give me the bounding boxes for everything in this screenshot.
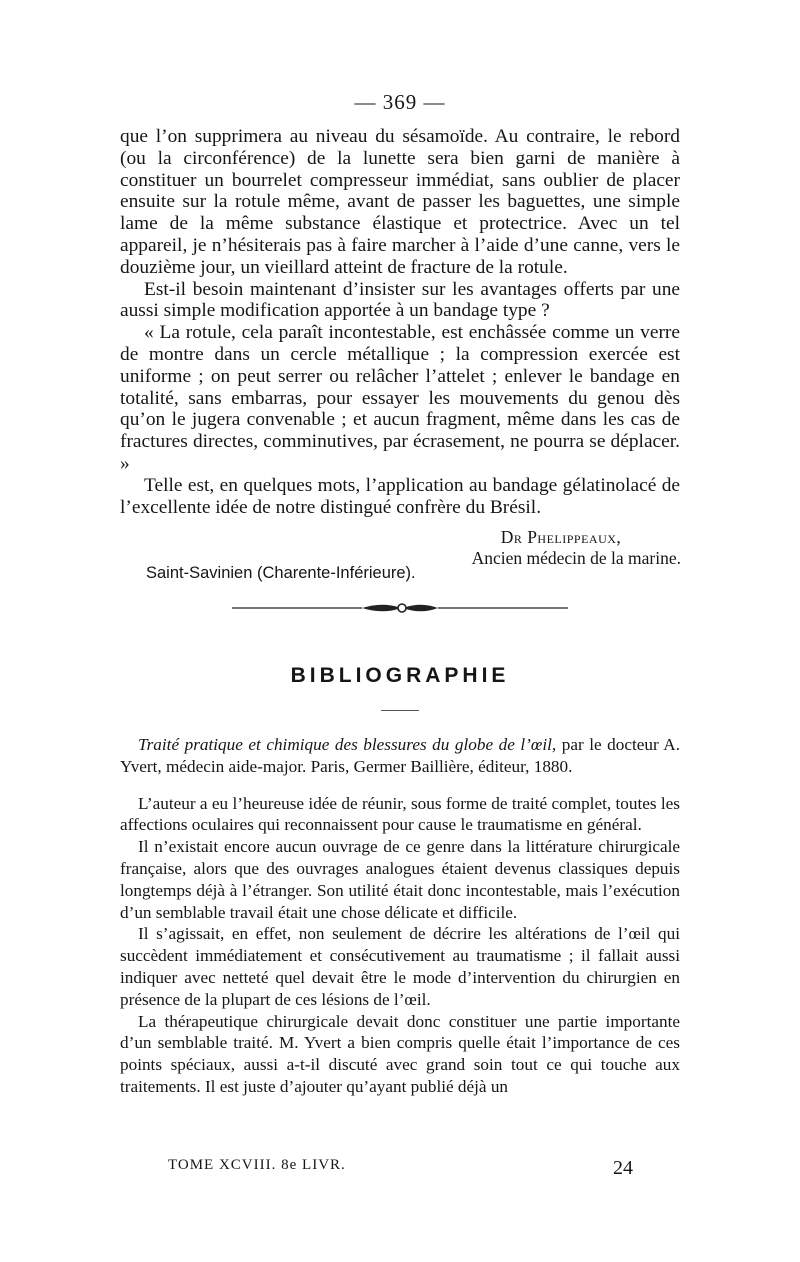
paragraph: que l’on supprimera au niveau du sésamoïde. Au contraire, le rebord (ou la circonférence) de la lunette sera bien garni de manière à constituer un bourrelet compresseur immédiat, sans oublier de placer ensuite sur la rotule même, avant de passer les baguettes, une simple lame de la même substance élastique et protectrice. Avec un tel appareil, je n’hésiterais pas à faire marcher à l’aide d’une canne, vers le douzième jour, un vieillard atteint de fracture de la rotule. bbox=[120, 126, 680, 278]
bibliography-section bbox=[120, 734, 680, 1098]
paragraph: La thérapeutique chirurgicale devait donc constituer une partie importante d’un semblable traité. M. Yvert a bien compris quelle était l’importance de ces points spéciaux, aussi a-t-il discuté avec grand soin tout ce qui touche aux traitements. Il est juste d’ajouter qu’ayant publié déjà un bbox=[120, 1011, 680, 1096]
place-line: Saint-Savinien (Charente-Inférieure). bbox=[146, 564, 416, 582]
page-number: — 369 — bbox=[354, 90, 446, 114]
paragraph: Il s’agissait, en effet, non seulement de décrire les altérations de l’œil qui succèdent immédiatement et consécutivement au traumatisme ; il fallait aussi indiquer avec netteté quel devait être le mode d’intervention du chirurgien en présence de la plupart de ces lésions de l’œil. bbox=[120, 924, 680, 1009]
bib-title: Traité pratique et chimique des blessures du globe de l’œil, bbox=[138, 735, 557, 754]
paragraph: Telle est, en quelques mots, l’application au bandage gélatinolacé de l’excellente idée de notre distingué confrère du Brésil. bbox=[120, 474, 680, 518]
paragraph: Il n’existait encore aucun ouvrage de ce genre dans la littérature chirurgicale française, alors que des ouvrages analogues étaient devenus classiques depuis longtemps déjà à l’étranger. Son utilité était donc incontestable, mais l’exécution d’un semblable travail était une chose délicate et difficile. bbox=[120, 837, 680, 922]
bib-reference bbox=[120, 734, 680, 778]
author-title: Ancien médecin de la marine. bbox=[471, 548, 681, 568]
section-rule bbox=[381, 710, 419, 711]
footer-volume: TOME XCVIII. 8e LIVR. bbox=[168, 1157, 346, 1173]
section-title: BIBLIOGRAPHIE bbox=[290, 664, 510, 687]
author-signature: Dr Phelippeaux, bbox=[500, 527, 622, 547]
bib-details: par le docteur A. Yvert, médecin aide-major. Paris, Germer Baillière, éditeur, 1880. bbox=[120, 735, 680, 776]
paragraph: Est-il besoin maintenant d’insister sur les avantages offerts par une aussi simple modification apportée à un bandage type ? bbox=[120, 278, 680, 322]
paragraph: L’auteur a eu l’heureuse idée de réunir, sous forme de traité complet, toutes les affections oculaires qui reconnaissent pour cause le traumatisme en général. bbox=[120, 793, 680, 835]
article-conclusion bbox=[120, 126, 680, 518]
page-footer bbox=[168, 1157, 633, 1179]
footer-signature-number: 24 bbox=[613, 1157, 633, 1179]
ornamental-divider bbox=[232, 598, 568, 618]
quoted-paragraph: « La rotule, cela paraît incontestable, est enchâssée comme un verre de montre dans un cercle métallique ; la compression exercée est uniforme ; on peut serrer ou relâcher l’attelet ; enlever le bandage en totalité, sans embarras, pour essayer les mouvements du genou dès qu’on le jugera convenable ; et aucun fragment, même dans les cas de fractures directes, comminutives, par écrasement, ne pourra se déplacer. » bbox=[120, 322, 680, 474]
